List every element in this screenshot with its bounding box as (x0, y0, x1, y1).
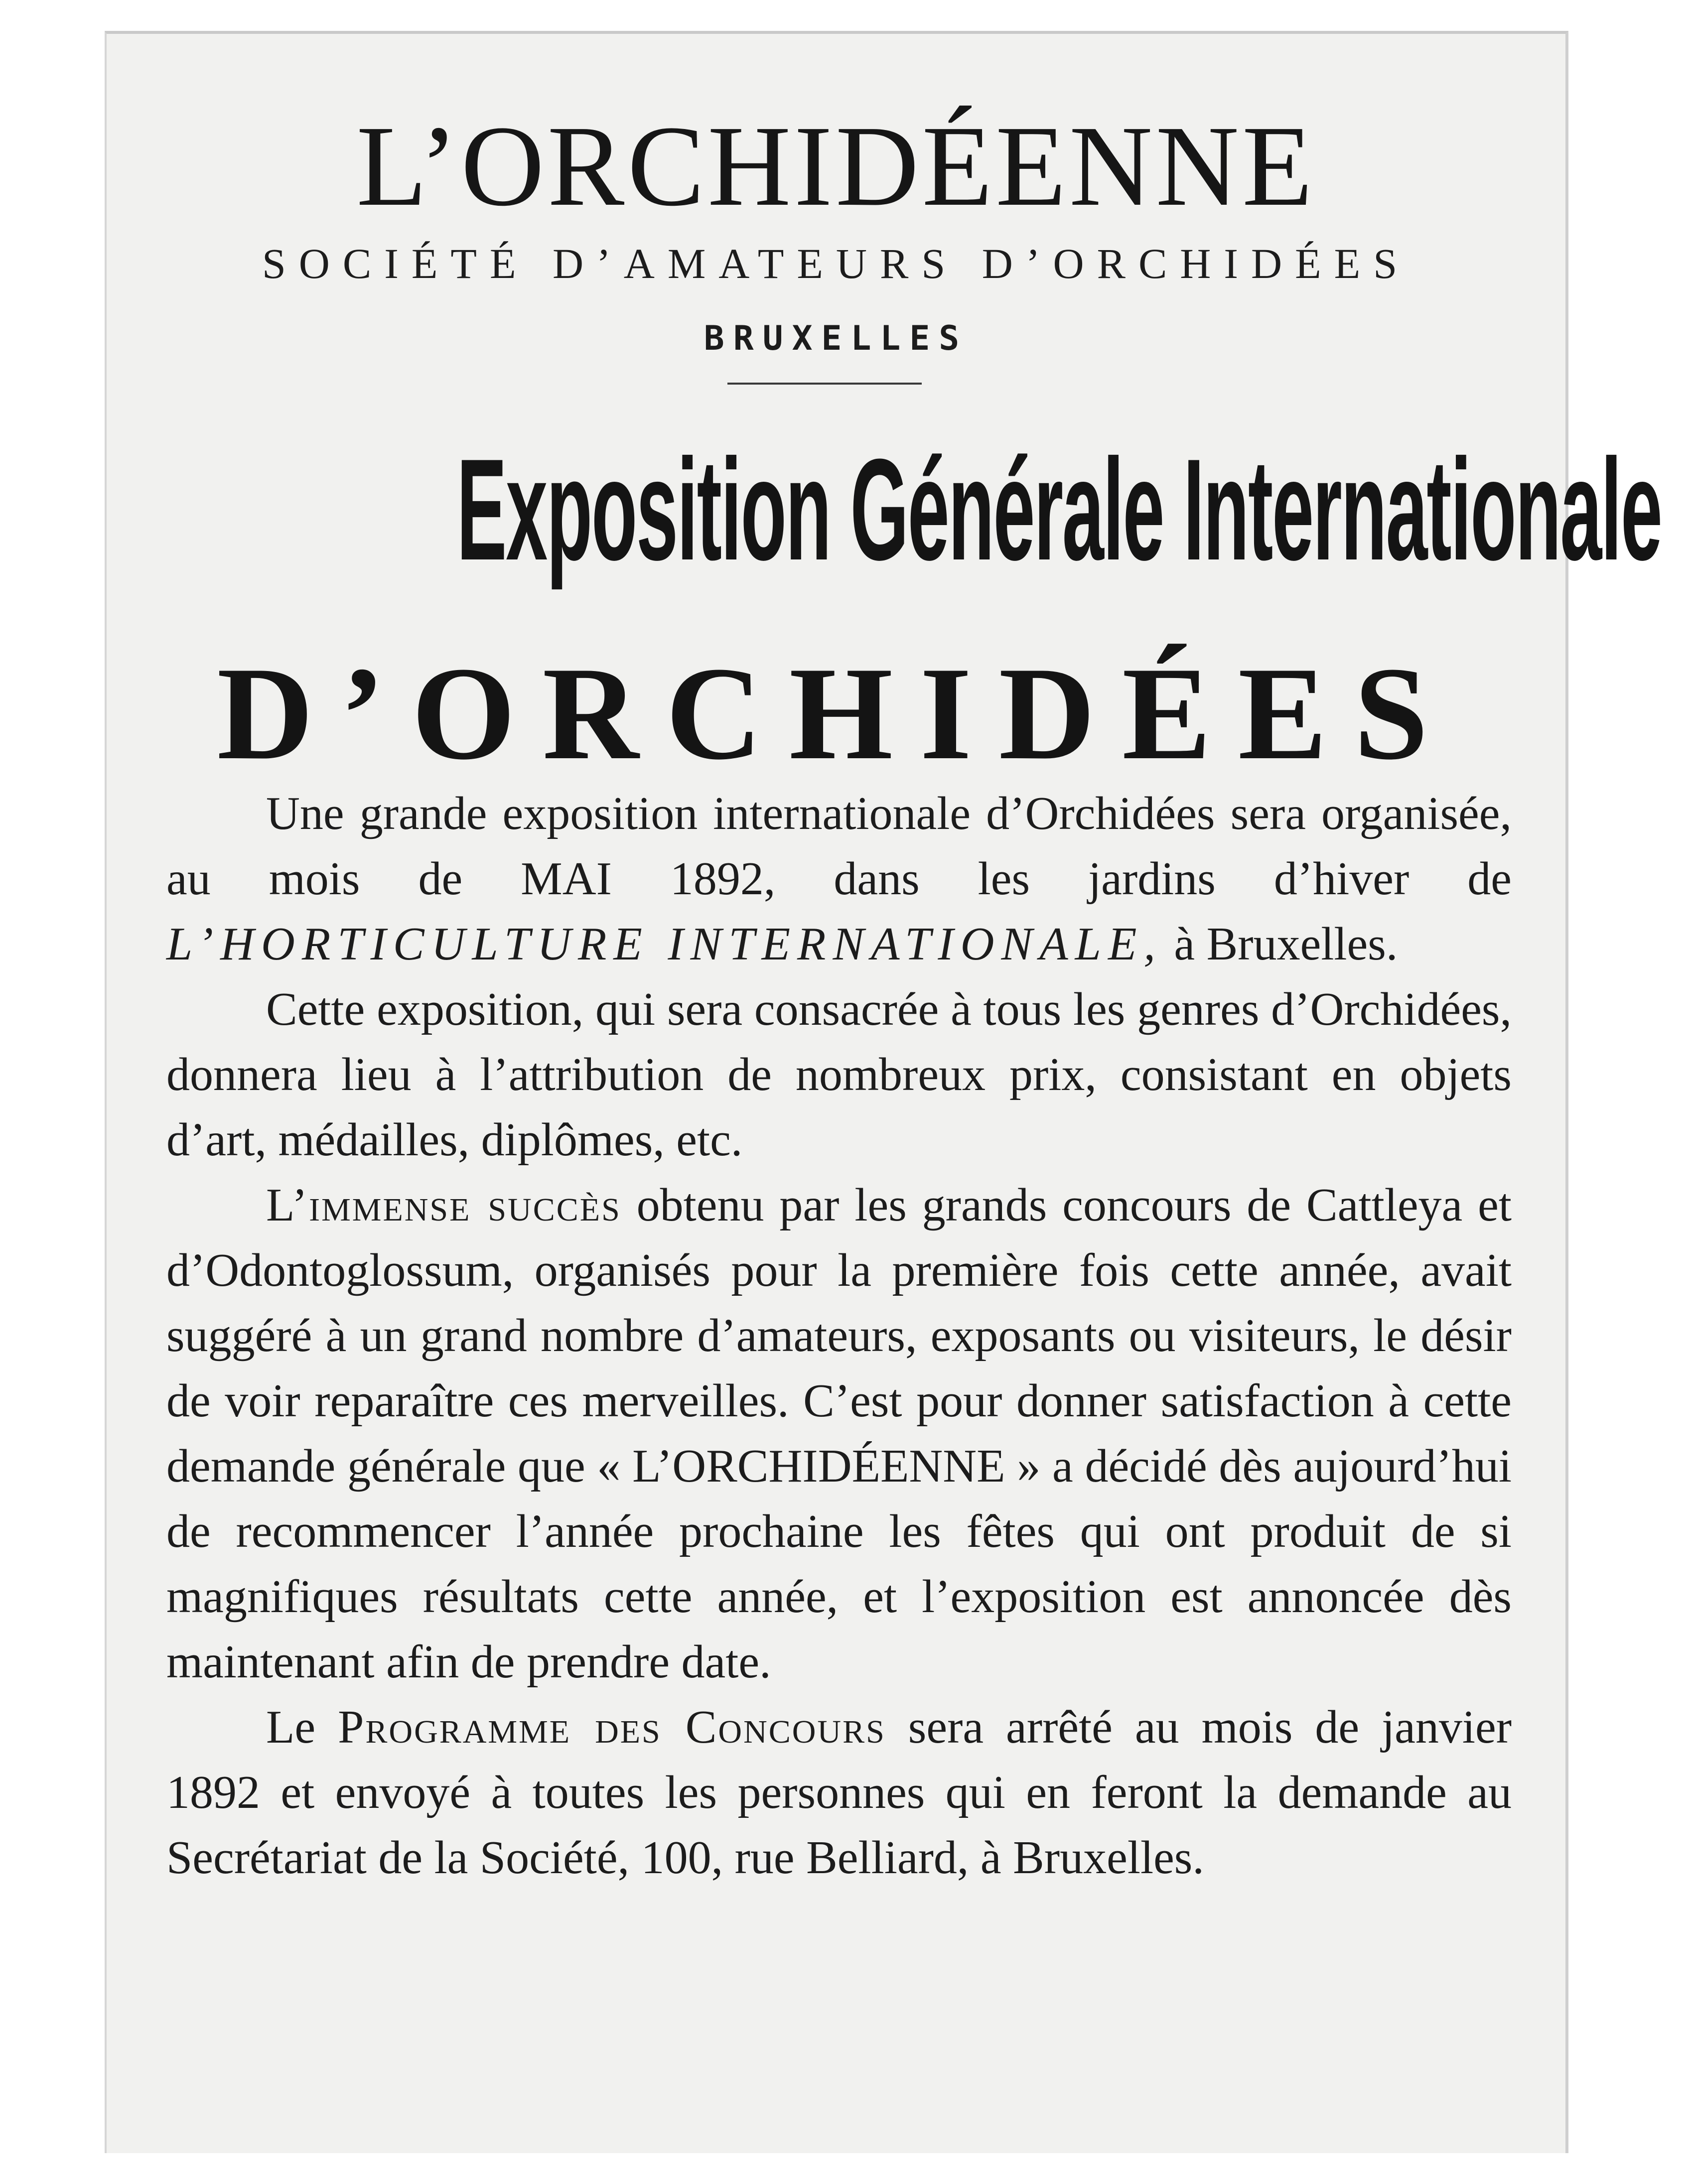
programme-label: Programme des Concours (338, 1701, 886, 1753)
page (107, 34, 1662, 2153)
society-city: BRUXELLES (704, 319, 969, 358)
paragraph-1-text-a: Une grande exposition internationale d’Orchidées sera organisée, au mois de MAI 1892, dans les jardins d’hiver de (166, 788, 1512, 905)
venue-name: L’HORTICULTURE INTERNATIONALE, (166, 918, 1162, 970)
exhibition-subject: D’ORCHIDÉES (217, 639, 1455, 787)
paragraph-3 (166, 1173, 1512, 1695)
exhibition-title: Exposition Générale Internationale (456, 429, 1662, 590)
paragraph-1-text-c: à Bruxelles. (1162, 918, 1398, 970)
header-divider (727, 383, 922, 385)
paragraph-3-text: obtenu par les grands concours de Cattleya et d’Odontoglossum, organisés pour la première fois cette année, avait suggéré à un grand nombre d’amateurs, exposants ou visiteurs, le désir de voir reparaître ces merveilles. C’est pour donner satisfaction à cette demande générale que « L’ORCHIDÉENNE » a décidé dès aujourd’hui de recommencer l’année prochaine les fêtes qui ont produit de si magnifiques résultats cette année, et l’exposition est annoncée dès maintenant afin de prendre date. (166, 1179, 1512, 1688)
paragraph-4-text-b: sera arrêté au mois de janvier 1892 et envoyé à toutes les personnes qui en feront la demande au Secrétariat de la Société, 100, rue Belliard, à Bruxelles. (166, 1701, 1512, 1884)
paragraph-4 (166, 1695, 1512, 1891)
paragraph-4-text-a: Le (266, 1701, 338, 1753)
paragraph-2: Cette exposition, qui sera consacrée à tous les genres d’Orchidées, donnera lieu à l’attribution de nombreux prix, consistant en objets d’art, médailles, diplômes, etc. (166, 983, 1512, 1166)
paragraph-1 (166, 781, 1512, 977)
paper-sheet (105, 31, 1662, 2153)
society-name: L’ORCHIDÉENNE (356, 102, 1316, 230)
society-subtitle: SOCIÉTÉ D’AMATEURS D’ORCHIDÉES (262, 240, 1410, 287)
paragraph-3-lead: L’immense succès (266, 1179, 621, 1231)
announcement-body (166, 781, 1512, 1891)
